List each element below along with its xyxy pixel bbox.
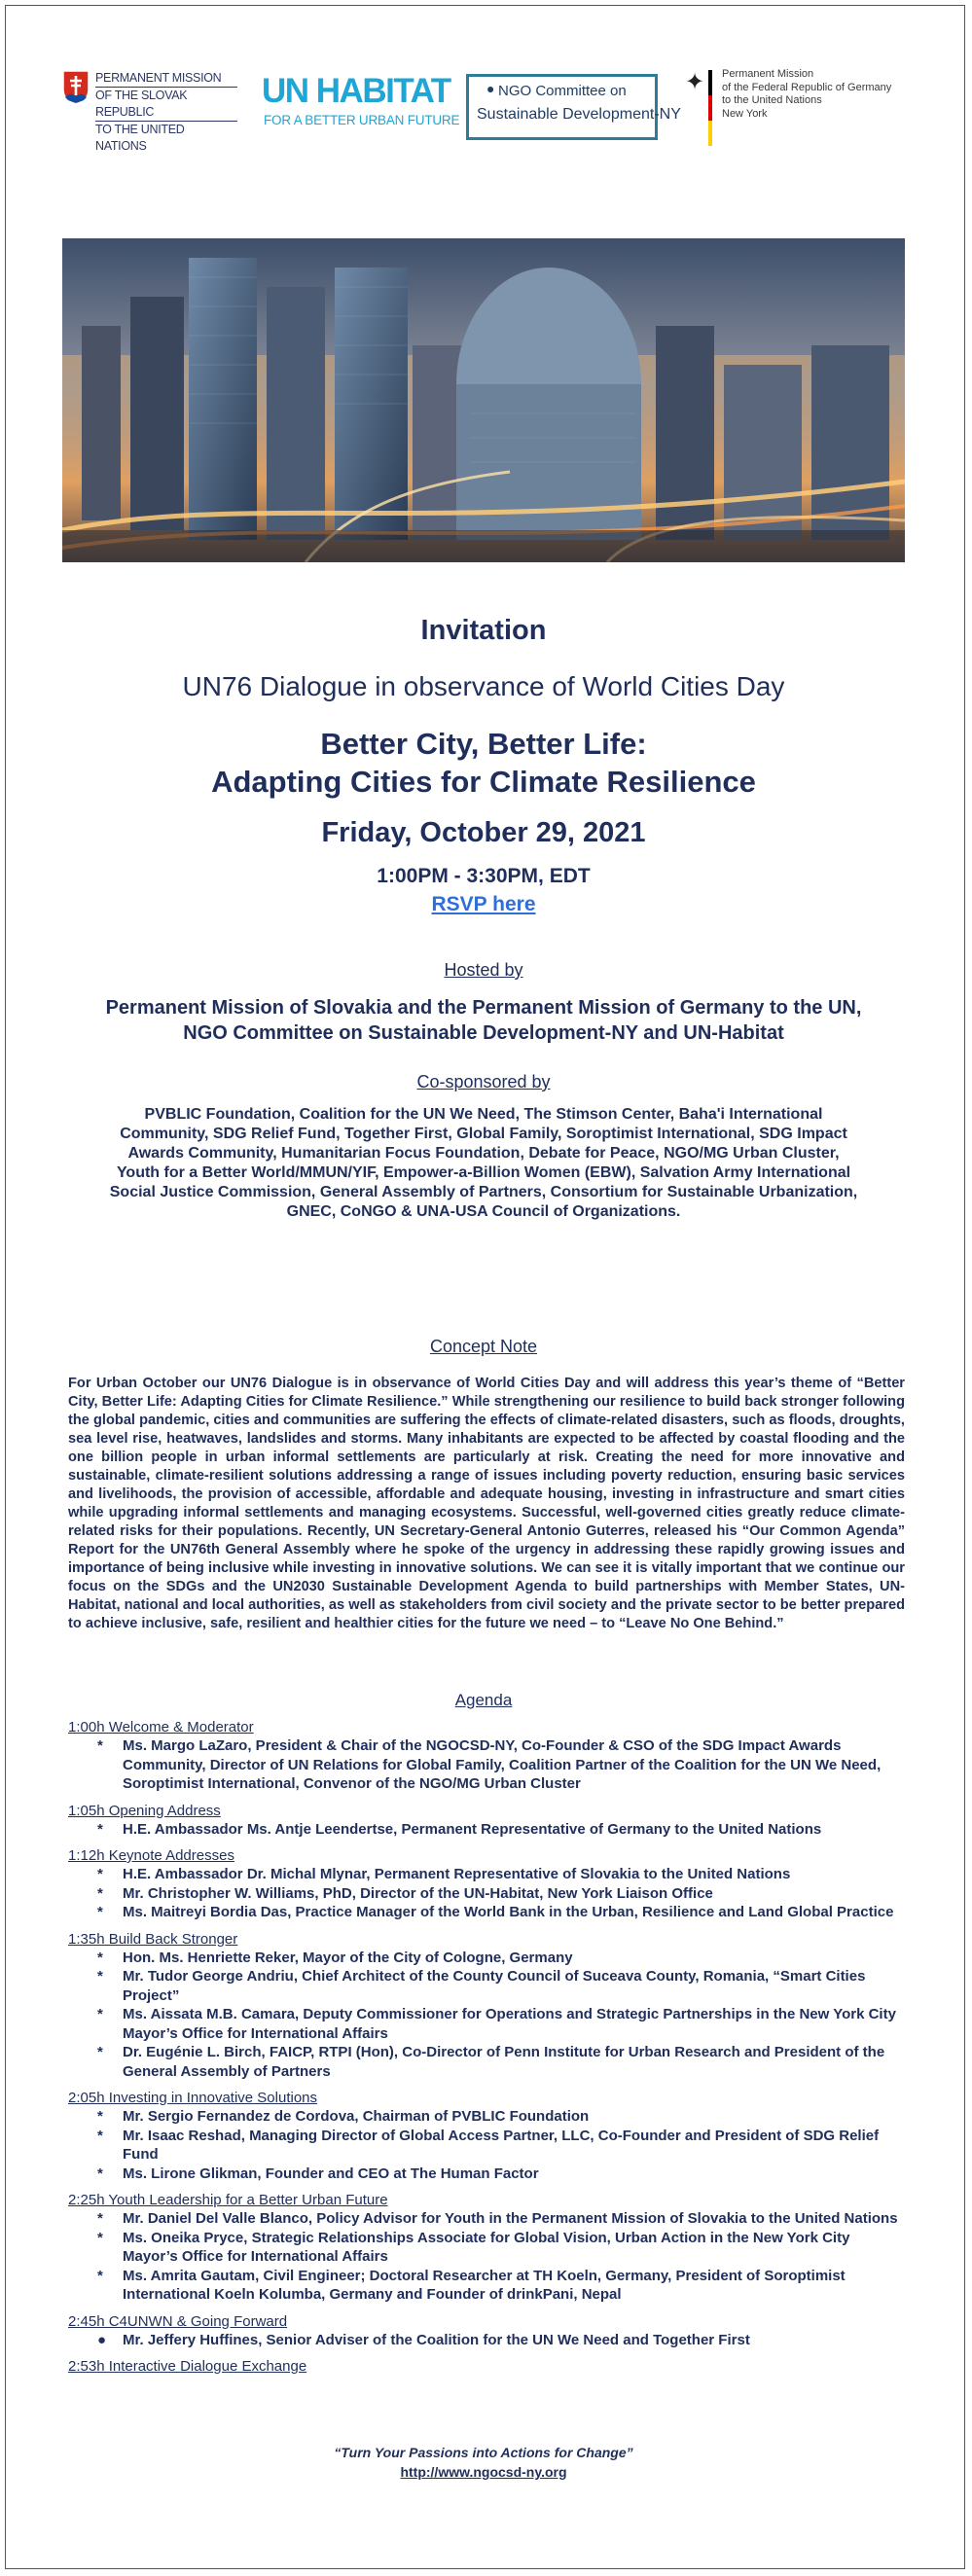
agenda-speaker-item	[68, 2209, 907, 2229]
agenda-section	[68, 2357, 907, 2376]
invitation-heading: Invitation	[420, 615, 547, 646]
agenda-speaker-text: Mr. Christopher W. Williams, PhD, Director of the UN-Habitat, New York Liaison Office	[123, 1884, 713, 1902]
ngo-logo-line-1: NGO Committee on	[498, 83, 627, 99]
agenda-heading: Agenda	[454, 1691, 513, 1709]
concept-note-heading: Concept Note	[429, 1337, 538, 1356]
ngo-logo-line-2: Sustainable Development-NY	[477, 106, 681, 123]
cosponsors-line: PVBLIC Foundation, Coalition for the UN We Need, The Stimson Center, Baha'i International	[144, 1106, 823, 1123]
globe-figure-icon: ●	[486, 81, 495, 96]
footer-quote: “Turn Your Passions into Actions for Change”	[334, 2445, 633, 2460]
agenda-time-slot: 2:53h Interactive Dialogue Exchange	[68, 2358, 307, 2375]
bullet-icon: *	[97, 1866, 103, 1882]
hosts-line-2: NGO Committee on Sustainable Development-NY and UN-Habitat	[183, 1022, 784, 1044]
agenda-speaker-item	[68, 2267, 907, 2305]
agenda-section	[68, 1846, 907, 1922]
cosponsors-line: Social Justice Commission, General Assembly of Partners, Consortium for Sustainable Urbanization,	[109, 1184, 858, 1200]
slovakia-logo-line-3: TO THE UNITED NATIONS	[95, 123, 185, 153]
event-title-line-1: Better City, Better Life:	[320, 727, 647, 761]
agenda-speaker-item	[68, 1865, 907, 1884]
bullet-icon: *	[97, 2044, 103, 2060]
bullet-icon: *	[97, 1820, 103, 1838]
agenda-speaker-text: Mr. Daniel Del Valle Blanco, Policy Advisor for Youth in the Permanent Mission of Slovakia to the United Nations	[123, 2210, 898, 2227]
agenda-speaker-item	[68, 1903, 907, 1922]
agenda-speaker-list	[68, 1949, 907, 2082]
agenda-speaker-item	[68, 2127, 907, 2165]
germany-logo-line-4: New York	[722, 107, 768, 120]
agenda-speaker-list	[68, 2331, 907, 2350]
rsvp-link[interactable]: RSVP here	[431, 893, 536, 915]
agenda-speaker-list	[68, 1736, 907, 1794]
event-date: Friday, October 29, 2021	[321, 817, 646, 848]
agenda-speaker-text: H.E. Ambassador Dr. Michal Mlynar, Permanent Representative of Slovakia to the United Nations	[123, 1866, 791, 1882]
agenda-speaker-text: Mr. Isaac Reshad, Managing Director of Global Access Partner, LLC, Co-Founder and President of SDG Relief Fund	[123, 2127, 880, 2163]
bullet-icon: *	[97, 2267, 103, 2284]
unhabitat-logo-title: UN HABITAT	[262, 72, 450, 110]
agenda-speaker-item	[68, 2043, 907, 2081]
cosponsors-line: Awards Community, Humanitarian Focus Foundation, Debate for Peace, NGO/MG Urban Cluster,	[127, 1145, 840, 1162]
bullet-icon: *	[97, 2127, 103, 2144]
hosts-line-1: Permanent Mission of Slovakia and the Permanent Mission of Germany to the UN,	[105, 997, 862, 1019]
agenda-speaker-text: Ms. Aissata M.B. Camara, Deputy Commissioner for Operations and Strategic Partnerships in the New York City Mayor’s Office for International Affairs	[123, 2006, 896, 2042]
agenda-speaker-text: Mr. Tudor George Andriu, Chief Architect of the County Council of Suceava County, Romania, “Smart Cities Project”	[123, 1968, 866, 2004]
bullet-icon: *	[97, 2108, 103, 2125]
agenda-speaker-item	[68, 1820, 907, 1840]
agenda-speaker-text: Ms. Maitreyi Bordia Das, Practice Manager of the World Bank in the Urban, Resilience and Land Global Practice	[123, 1904, 894, 1920]
agenda-section	[68, 1802, 907, 1840]
germany-logo-line-1: Permanent Mission	[722, 68, 814, 80]
germany-mission-logo	[685, 68, 907, 146]
cosponsors-line: Community, SDG Relief Fund, Together First, Global Family, Soroptimist International, SDG Impact	[120, 1126, 847, 1142]
agenda-time-slot: 2:45h C4UNWN & Going Forward	[68, 2312, 288, 2330]
slovak-coat-of-arms-icon	[62, 70, 90, 105]
agenda-time-slot: 2:25h Youth Leadership for a Better Urban Future	[68, 2192, 388, 2208]
agenda-speaker-text: Ms. Amrita Gautam, Civil Engineer; Doctoral Researcher at TH Koeln, Germany, President of Soroptimist International Koeln Kolumba, Germany and Founder of drinkPani, Nepal	[123, 2267, 846, 2303]
agenda-speaker-text: Hon. Ms. Henriette Reker, Mayor of the City of Cologne, Germany	[123, 1949, 573, 1966]
agenda-speaker-item	[68, 2107, 907, 2127]
agenda-time-slot: 1:00h Welcome & Moderator	[68, 1719, 254, 1735]
agenda-speaker-text: Ms. Margo LaZaro, President & Chair of the NGOCSD-NY, Co-Founder & CSO of the SDG Impact Awards Community, Director of UN Relations for Global Family, Coalition Partner of the Coalition for the UN We Need, Soroptimist International, Convenor of the NGO/MG Urban Cluster	[123, 1737, 882, 1792]
bullet-icon: *	[97, 2006, 103, 2022]
bullet-icon: *	[97, 1968, 103, 1985]
concept-note-body: For Urban October our UN76 Dialogue is in observance of World Cities Day and will address this year’s theme of “Better City, Better Life: Adapting Cities for Climate Resilience.” While strengthening our resilience to build back stronger following the global pandemic, cities and communities are suffering the effects of climate-related disasters, such as floods, droughts, sea level rise, heatwaves, landslides and storms. Many inhabitants are expected to be affected by coastal flooding and the one billion people in urban informal settlements are particularly at risk. Creating the need for more innovative and sustainable, climate-resilient solutions addressing a range of issues including poverty reduction, ensuring basic services and livelihoods, the provision of accessible, affordable and adequate housing, investing in infrastructure and smart cities while upgrading informal settlements and managing ecosystems. Successful, well-governed cities greatly reduce climate-related risks for their populations. Recently, UN Secretary-General Antonio Guterres, released his “Our Common Agenda” Report for the UN76th General Assembly where he spoke of the urgency in addressing these rapidly growing issues and importance of being inclusive while investing in innovative solutions. We can see it is vitally important that we continue our focus on the SDGs and the UN2030 Sustainable Development Agenda to build partnerships with Member States, UN-Habitat, national and local authorities, as well as stakeholders from civil society and the private sector to be better prepared to achieve inclusive, safe, resilient and healthier cities for the future we need – to “Leave No One Behind.”	[68, 1376, 905, 1631]
agenda-speaker-item	[68, 2229, 907, 2267]
cosponsors-text	[58, 1105, 909, 1222]
agenda-time-slot: 2:05h Investing in Innovative Solutions	[68, 2090, 318, 2106]
bullet-icon: *	[97, 1949, 103, 1966]
cosponsored-heading: Co-sponsored by	[416, 1072, 551, 1091]
agenda-time-slot: 1:05h Opening Address	[68, 1802, 221, 1819]
agenda-time-slot: 1:35h Build Back Stronger	[68, 1930, 238, 1948]
cosponsors-line: Youth for a Better World/MMUN/YIF, Empower-a-Billion Women (EBW), Salvation Army International	[116, 1164, 851, 1181]
bullet-icon: ●	[97, 2331, 107, 2348]
event-title	[58, 725, 909, 801]
agenda-speaker-item	[68, 1949, 907, 1968]
agenda-speaker-text: Mr. Jeffery Huffines, Senior Adviser of the Coalition for the UN We Need and Together First	[123, 2331, 750, 2348]
logo-strip	[62, 68, 907, 153]
agenda-section	[68, 2191, 907, 2305]
bullet-icon: *	[97, 2165, 103, 2182]
unhabitat-logo-tagline: FOR A BETTER URBAN FUTURE	[264, 113, 460, 127]
agenda-speaker-item	[68, 2005, 907, 2043]
agenda-speaker-item	[68, 2165, 907, 2184]
event-time: 1:00PM - 3:30PM, EDT	[377, 865, 591, 887]
agenda-speaker-list	[68, 1820, 907, 1840]
agenda-speaker-item	[68, 1736, 907, 1794]
agenda-speaker-text: Dr. Eugénie L. Birch, FAICP, RTPI (Hon), Co-Director of Penn Institute for Urban Research and President of the General Assembly of Partners	[123, 2044, 885, 2080]
agenda-section	[68, 2089, 907, 2183]
agenda-time-slot: 1:12h Keynote Addresses	[68, 1847, 234, 1864]
bullet-icon: *	[97, 2229, 103, 2246]
city-skyline-photo	[62, 238, 905, 562]
germany-logo-line-2: of the Federal Republic of Germany	[722, 81, 892, 93]
agenda-speaker-item	[68, 1967, 907, 2005]
agenda-speaker-text: Mr. Sergio Fernandez de Cordova, Chairman of PVBLIC Foundation	[123, 2108, 590, 2125]
dialogue-subtitle: UN76 Dialogue in observance of World Cities Day	[182, 671, 785, 701]
slovakia-mission-logo	[62, 68, 247, 153]
cosponsors-line: GNEC, CoNGO & UNA-USA Council of Organizations.	[286, 1203, 681, 1220]
bullet-icon: *	[97, 1737, 103, 1754]
ngo-committee-logo	[466, 74, 681, 140]
german-flag-bar	[708, 70, 712, 146]
bullet-icon: *	[97, 2210, 103, 2227]
agenda-section	[68, 1930, 907, 2082]
agenda-speaker-text: H.E. Ambassador Ms. Antje Leendertse, Permanent Representative of Germany to the United Nations	[123, 1820, 822, 1838]
footer-website-link[interactable]: http://www.ngocsd-ny.org	[400, 2464, 567, 2480]
hosted-by-heading: Hosted by	[444, 960, 523, 980]
slovakia-logo-line-1: PERMANENT MISSION	[95, 70, 237, 88]
agenda-section	[68, 2312, 907, 2350]
agenda-speaker-list	[68, 2209, 907, 2305]
agenda-speaker-item	[68, 2331, 907, 2350]
agenda-speaker-text: Ms. Lirone Glikman, Founder and CEO at The Human Factor	[123, 2165, 539, 2182]
hosts-text	[58, 995, 909, 1046]
bullet-icon: *	[97, 1904, 103, 1920]
agenda-speaker-item	[68, 1884, 907, 1904]
germany-logo-line-3: to the United Nations	[722, 94, 822, 106]
event-title-line-2: Adapting Cities for Climate Resilience	[211, 765, 756, 799]
slovakia-logo-line-2: OF THE SLOVAK REPUBLIC	[95, 88, 237, 122]
agenda-list	[68, 1718, 907, 2383]
federal-eagle-icon: ✦	[685, 69, 705, 95]
agenda-section	[68, 1718, 907, 1794]
agenda-speaker-text: Ms. Oneika Pryce, Strategic Relationships Associate for Global Vision, Urban Action in the New York City Mayor’s Office for International Affairs	[123, 2229, 850, 2265]
unhabitat-logo	[262, 68, 460, 146]
agenda-speaker-list	[68, 2107, 907, 2183]
bullet-icon: *	[97, 1884, 103, 1902]
agenda-speaker-list	[68, 1865, 907, 1922]
